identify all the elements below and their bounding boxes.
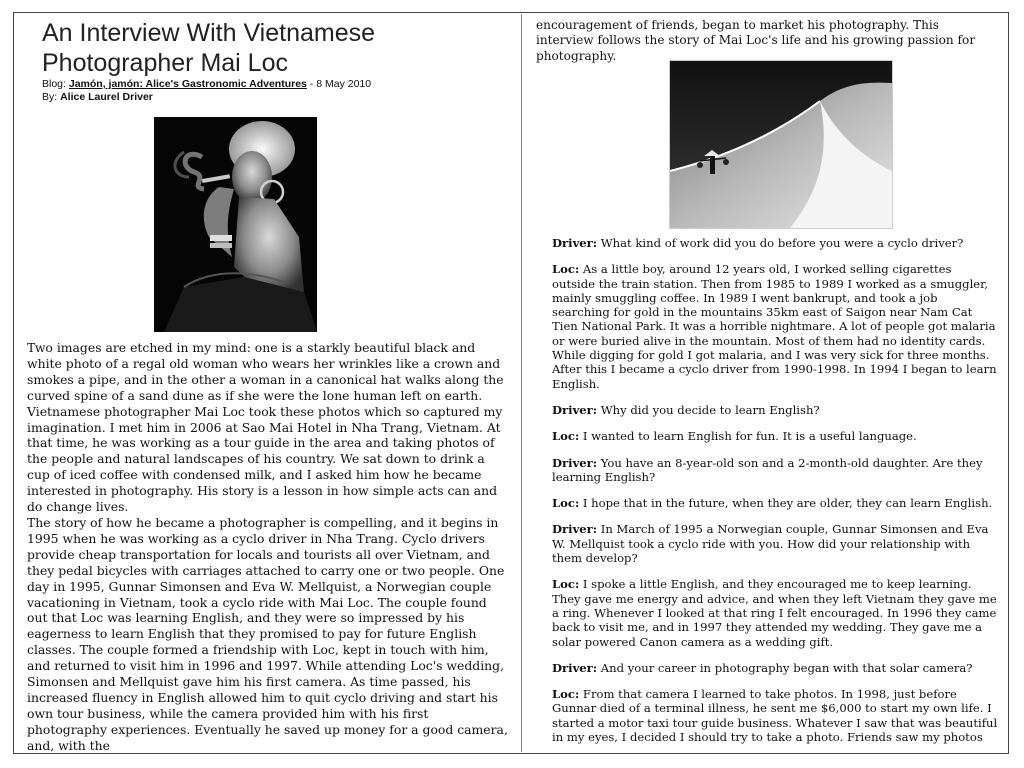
qa-speaker: Driver:: [552, 522, 598, 537]
qa-speaker: Driver:: [552, 402, 598, 417]
qa-item: [552, 429, 998, 443]
qa-text: And your career in photography began with that solar camera?: [597, 660, 973, 675]
qa-speaker: Driver:: [552, 236, 598, 250]
blog-prefix: Blog:: [42, 78, 69, 90]
qa-item: [552, 262, 998, 391]
qa-item: [552, 236, 998, 250]
qa-speaker: Loc:: [552, 687, 580, 702]
qa-item: [552, 577, 998, 648]
blog-line: [42, 78, 509, 91]
blog-date: - 8 May 2010: [306, 78, 372, 90]
photo-old-woman: [154, 117, 317, 332]
photo-sand-dune: [669, 60, 893, 229]
qa-speaker: Driver:: [552, 660, 598, 675]
qa-speaker: Driver:: [552, 455, 598, 470]
photo-old-woman-image: [154, 117, 317, 332]
qa-speaker: Loc:: [552, 429, 580, 444]
qa-item: [552, 687, 998, 744]
qa-item: [552, 522, 998, 565]
intro-continuation: encouragement of friends, began to market his photography. This interview follows the story of Mai Loc's life and his growing passion for photography.: [536, 18, 976, 63]
left-column: [27, 18, 509, 753]
qa-item: [552, 403, 998, 417]
qa-text: I spoke a little English, and they encouraged me to keep learning. They gave me energy and advice, and when they left Vietnam they gave me a ring. Whenever I looked at that ring I felt encouraged. In 1996 they came back to visit me, and in 1997 they attended my wedding. They gave me a solar powered Canon camera as a wedding gift.: [552, 577, 997, 649]
qa-text: I hope that in the future, when they are older, they can learn English.: [579, 496, 993, 511]
blog-link[interactable]: Jamón, jamón: Alice's Gastronomic Adventures: [68, 78, 307, 90]
intro-article-text: [27, 340, 509, 754]
qa-speaker: Loc:: [552, 577, 580, 592]
qa-text: As a little boy, around 12 years old, I worked selling cigarettes outside the train station. Then from 1985 to 1989 I worked as a smuggler, mainly smuggling coffee. In 1989 I went bankrupt, and took a job searching for gold in the mountains 35km east of Saigon near Nam Cat Tien National Park. It was a horrible nightmare. A lot of people got malaria or were buried alive in the mountain. Most of them had no identity cards. While digging for gold I got malaria, and I was very sick for three months. After this I became a cyclo driver from 1990-1998. In 1994 I began to learn English.: [552, 262, 997, 391]
qa-text: You have an 8-year-old son and a 2-month-old daughter. Are they learning English?: [552, 455, 983, 484]
intro-paragraph-2: The story of how he became a photographer is compelling, and it begins in 1995 when he was working as a cyclo driver in Nha Trang. Cyclo drivers provide cheap transportation for locals and tourists all over Vietnam, and they pedal bicycles with carriages attached to carry one or two people. One day in 1995, Gunnar Simonsen and Eva W. Mellquist, a Norwegian couple vacationing in Vietnam, took a cyclo ride with Mai Loc. The couple found out that Loc was learning English, and they were so impressed by his eagerness to learn English that they promised to pay for future English classes. The couple formed a friendship with Loc, kept in touch with him, and returned to visit him in 1996 and 1997. While attending Loc's wedding, Simonsen and Mellquist gave him his first camera. As time passed, his increased fluency in English allowed him to quit cyclo driving and start his own tour business, while the camera provided him with his first photography experiences. Eventually he saved up money for a good camera, and, with the: [27, 514, 508, 753]
qa-text: I wanted to learn English for fun. It is a useful language.: [579, 429, 917, 444]
interview-qa: [552, 236, 998, 756]
qa-speaker: Loc:: [552, 496, 580, 511]
qa-item: [552, 496, 998, 510]
article-title: [42, 18, 509, 78]
qa-text: In March of 1995 a Norwegian couple, Gunnar Simonsen and Eva W. Mellquist took a cyclo ride with you. How did your relationship with them develop?: [552, 522, 989, 566]
intro-paragraph-1: Two images are etched in my mind: one is a starkly beautiful black and white photo of a regal old woman who wears her wrinkles like a crown and smokes a pipe, and in the other a woman in a canonical hat walks along the curved spine of a sand dune as if she were the lone human left on earth. Vietnamese photographer Mai Loc took these photos which so captured my imagination. I met him in 2006 at Sao Mai Hotel in Nha Trang, Vietnam. At that time, he was working as a tour guide in the area and taking photos of the people and natural landscapes of his country. We sat down to drink a cup of iced coffee with condensed milk, and I asked him how he became interested in photography. His story is a lesson in how simple acts can and do change lives.: [27, 340, 504, 515]
qa-item: [552, 456, 998, 485]
byline: [42, 91, 509, 104]
qa-text: What kind of work did you do before you were a cyclo driver?: [597, 236, 964, 250]
byline-name: Alice Laurel Driver: [60, 91, 153, 103]
qa-speaker: Loc:: [552, 262, 580, 277]
qa-item: [552, 661, 998, 675]
qa-text: From that camera I learned to take photos. In 1998, just before Gunnar died of a terminal illness, he sent me $6,000 to start my own life. I started a motor taxi tour guide business. Whatever I saw that was beautiful in my eyes, I decided I should try to take a photo. Friends saw my photos: [552, 687, 998, 745]
column-divider: [521, 14, 522, 752]
qa-text: Why did you decide to learn English?: [597, 402, 820, 417]
photo-sand-dune-image: [670, 61, 892, 228]
byline-prefix: By:: [42, 91, 61, 103]
title-line-2: Photographer Mai Loc: [42, 49, 288, 77]
title-line-1: An Interview With Vietnamese: [42, 19, 376, 47]
